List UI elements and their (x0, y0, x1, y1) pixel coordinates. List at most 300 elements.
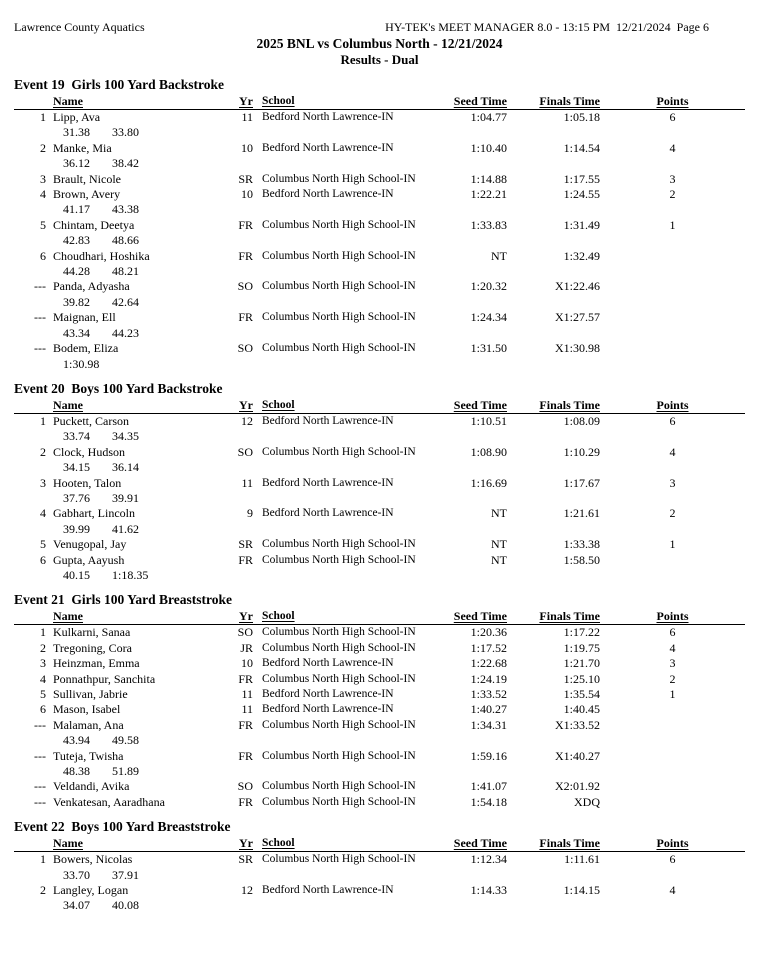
points-value: 4 (669, 444, 676, 459)
school-name: Columbus North High School-IN (262, 172, 416, 185)
splits-line (14, 326, 745, 341)
finals-time: 1:17.22 (563, 625, 600, 640)
place: --- (34, 341, 46, 356)
seed-time: 1:22.21 (470, 187, 507, 202)
split-time: 43.38 (112, 202, 139, 217)
points-value (600, 310, 745, 325)
points-value: 4 (669, 140, 676, 155)
split-time: 1:30.98 (63, 356, 100, 371)
swimmer-year: 11 (241, 687, 253, 701)
swimmer-year: FR (238, 552, 253, 567)
swimmer-year: 12 (241, 883, 253, 898)
column-header-name: Name (53, 94, 83, 108)
result-row (14, 795, 745, 810)
finals-time: X1:22.46 (555, 279, 600, 294)
column-header-seed-time: Seed Time (453, 94, 507, 108)
school-name: Columbus North High School-IN (262, 780, 416, 793)
seed-time: NT (491, 248, 507, 263)
finals-time: 1:40.45 (563, 702, 600, 717)
column-header-points: Points (656, 94, 689, 108)
finals-time: 1:33.38 (563, 537, 600, 552)
swimmer-year: 10 (241, 140, 253, 155)
school-name: Bedford North Lawrence-IN (262, 657, 394, 670)
school-name: Columbus North High School-IN (262, 672, 416, 685)
finals-time: 1:17.55 (563, 171, 600, 186)
column-header-yr: Yr (239, 609, 253, 624)
points-value (600, 749, 745, 764)
swimmer-year: SR (238, 852, 253, 867)
split-time: 37.76 (63, 490, 90, 505)
finals-time: 1:10.29 (563, 444, 600, 459)
school-name: Bedford North Lawrence-IN (262, 476, 394, 489)
place: --- (34, 279, 46, 294)
school-name: Columbus North High School-IN (262, 749, 416, 762)
swimmer-year: SO (237, 625, 253, 640)
swimmer-name: Brault, Nicole (53, 171, 121, 186)
split-time: 34.15 (63, 460, 90, 475)
swimmer-year: SO (237, 279, 253, 294)
event-title: Event 22 Boys 100 Yard Breaststroke (14, 819, 231, 835)
school-name: Columbus North High School-IN (262, 342, 416, 355)
event-section (14, 818, 745, 914)
split-time: 1:18.35 (112, 567, 149, 582)
column-header-finals-time: Finals Time (539, 94, 600, 108)
result-row (14, 702, 745, 717)
splits-line (14, 233, 745, 248)
split-time: 43.94 (63, 733, 90, 748)
points-value (600, 718, 745, 733)
finals-time: 1:35.54 (563, 687, 600, 701)
place: 1 (40, 625, 46, 640)
swimmer-year: SR (238, 537, 253, 552)
swimmer-name: Puckett, Carson (53, 413, 129, 428)
splits-line (14, 868, 745, 883)
place: --- (34, 310, 46, 325)
place: --- (34, 794, 46, 809)
school-name: Columbus North High School-IN (262, 311, 416, 324)
splits-line (14, 357, 745, 372)
place: 3 (40, 656, 46, 671)
swimmer-year: SO (237, 444, 253, 459)
event-entries (14, 414, 745, 583)
splits-line (14, 898, 745, 913)
split-time: 33.74 (63, 429, 90, 444)
result-row (14, 249, 745, 280)
splits-line (14, 429, 745, 444)
column-header-yr: Yr (239, 397, 253, 412)
split-time: 43.34 (63, 325, 90, 340)
school-name: Bedford North Lawrence-IN (262, 884, 394, 897)
finals-time: 1:32.49 (563, 248, 600, 263)
swimmer-name: Ponnathpur, Sanchita (53, 671, 156, 686)
swimmer-name: Kulkarni, Sanaa (53, 625, 131, 640)
column-header-points: Points (656, 836, 689, 851)
points-value: 2 (669, 506, 676, 521)
points-value: 1 (669, 687, 676, 701)
points-value (600, 702, 745, 717)
school-name: Columbus North High School-IN (262, 626, 416, 639)
swimmer-name: Venkatesan, Aaradhana (53, 794, 165, 809)
finals-time: XDQ (574, 794, 600, 809)
school-name: Bedford North Lawrence-IN (262, 507, 394, 520)
seed-time: 1:12.34 (470, 852, 507, 867)
event-entries (14, 110, 745, 372)
column-header-row (14, 94, 745, 110)
column-header-points: Points (656, 397, 689, 412)
column-header-place (14, 836, 46, 850)
column-header-place (14, 398, 46, 412)
place: 5 (40, 217, 46, 232)
swimmer-year: 11 (241, 475, 253, 490)
split-time: 39.91 (112, 490, 139, 505)
split-time: 42.83 (63, 233, 90, 248)
splits-line (14, 264, 745, 279)
split-time: 36.14 (112, 460, 139, 475)
swimmer-name: Tregoning, Cora (53, 640, 132, 655)
seed-time: 1:20.36 (470, 625, 507, 640)
swimmer-year: 9 (247, 506, 253, 521)
column-header-name: Name (53, 609, 83, 624)
points-value (600, 279, 745, 294)
swimmer-name: Venugopal, Jay (53, 537, 127, 552)
school-name: Bedford North Lawrence-IN (262, 414, 394, 427)
split-time: 41.17 (63, 202, 90, 217)
points-value: 6 (669, 110, 676, 124)
swimmer-year: 10 (241, 656, 253, 671)
finals-time: 1:19.75 (563, 640, 600, 655)
swimmer-name: Gupta, Aayush (53, 552, 125, 567)
school-name: Columbus North High School-IN (262, 795, 416, 808)
swimmer-year: FR (238, 794, 253, 809)
finals-time: 1:21.61 (563, 506, 600, 521)
column-header-row (14, 609, 745, 625)
split-time: 33.70 (63, 867, 90, 882)
seed-time: 1:59.16 (470, 748, 507, 763)
swimmer-name: Heinzman, Emma (53, 656, 140, 671)
split-time: 36.12 (63, 156, 90, 171)
column-header-school: School (262, 398, 295, 411)
swimmer-name: Sullivan, Jabrie (53, 687, 128, 701)
column-header-finals-time: Finals Time (539, 397, 600, 412)
school-name: Columbus North High School-IN (262, 718, 416, 731)
swimmer-name: Langley, Logan (53, 883, 129, 898)
finals-time: 1:21.70 (563, 656, 600, 671)
school-name: Columbus North High School-IN (262, 445, 416, 458)
school-name: Columbus North High School-IN (262, 280, 416, 293)
column-header-school: School (262, 95, 295, 107)
split-time: 31.38 (63, 125, 90, 140)
swimmer-name: Veldandi, Avika (53, 779, 130, 794)
points-value: 2 (669, 187, 676, 202)
split-time: 40.08 (112, 898, 139, 913)
finals-time: 1:11.61 (564, 852, 600, 867)
splits-line (14, 522, 745, 537)
events-container (14, 76, 745, 914)
place: 2 (40, 640, 46, 655)
points-value (600, 795, 745, 810)
column-header-yr: Yr (239, 836, 253, 851)
swimmer-year: 11 (241, 702, 253, 717)
splits-line (14, 295, 745, 310)
seed-time: 1:17.52 (470, 640, 507, 655)
school-name: Bedford North Lawrence-IN (262, 188, 394, 201)
split-time: 40.15 (63, 567, 90, 582)
swimmer-year: FR (238, 248, 253, 263)
result-row (14, 341, 745, 372)
points-value: 3 (669, 475, 676, 490)
school-name: Columbus North High School-IN (262, 553, 416, 566)
result-row (14, 718, 745, 749)
place: 6 (40, 248, 46, 263)
place: --- (34, 779, 46, 794)
column-header-row (14, 836, 745, 852)
finals-time: X2:01.92 (555, 779, 600, 794)
split-time: 48.66 (112, 233, 139, 248)
place: 1 (40, 110, 46, 124)
swimmer-name: Maignan, Ell (53, 310, 116, 325)
event-section (14, 591, 745, 810)
column-header-finals-time: Finals Time (539, 609, 600, 624)
points-value: 1 (669, 537, 676, 552)
column-header-finals-time: Finals Time (539, 836, 600, 851)
seed-time: 1:24.19 (470, 671, 507, 686)
place: 4 (40, 671, 46, 686)
swimmer-name: Mason, Isabel (53, 702, 121, 717)
place: 3 (40, 475, 46, 490)
points-value: 4 (669, 640, 676, 655)
swimmer-name: Lipp, Ava (53, 110, 101, 124)
finals-time: 1:14.54 (563, 140, 600, 155)
swimmer-name: Tuteja, Twisha (53, 748, 124, 763)
seed-time: 1:33.83 (470, 217, 507, 232)
swimmer-year: SO (237, 779, 253, 794)
swimmer-year: FR (238, 748, 253, 763)
points-value: 4 (669, 883, 676, 898)
swimmer-year: SO (237, 341, 253, 356)
result-row (14, 537, 745, 552)
seed-time: 1:34.31 (470, 717, 507, 732)
result-row (14, 779, 745, 794)
splits-line (14, 491, 745, 506)
swimmer-name: Bowers, Nicolas (53, 852, 133, 867)
swimmer-year: 10 (241, 187, 253, 202)
column-header-yr: Yr (239, 94, 253, 108)
school-name: Columbus North High School-IN (262, 853, 416, 866)
split-time: 44.28 (63, 264, 90, 279)
finals-time: 1:24.55 (563, 187, 600, 202)
column-header-name: Name (53, 836, 83, 851)
points-value: 3 (669, 171, 676, 186)
facility-name: Lawrence County Aquatics (14, 20, 145, 34)
swimmer-year: FR (238, 717, 253, 732)
finals-time: X1:40.27 (555, 748, 600, 763)
points-value: 6 (669, 852, 676, 867)
swimmer-name: Choudhari, Hoshika (53, 248, 150, 263)
column-header-school: School (262, 610, 295, 623)
split-time: 51.89 (112, 764, 139, 779)
school-name: Columbus North High School-IN (262, 218, 416, 231)
result-row (14, 279, 745, 310)
splits-line (14, 460, 745, 475)
event-title: Event 21 Girls 100 Yard Breaststroke (14, 592, 232, 608)
school-name: Columbus North High School-IN (262, 641, 416, 654)
school-name: Bedford North Lawrence-IN (262, 141, 394, 154)
swimmer-year: SR (238, 171, 253, 186)
finals-time: 1:25.10 (563, 671, 600, 686)
points-value (600, 249, 745, 264)
result-row (14, 141, 745, 172)
splits-line (14, 764, 745, 779)
seed-time: 1:10.51 (470, 413, 507, 428)
swimmer-name: Panda, Adyasha (53, 279, 130, 294)
column-header-seed-time: Seed Time (453, 609, 507, 624)
result-row (14, 110, 745, 141)
swimmer-name: Gabhart, Lincoln (53, 506, 135, 521)
swimmer-year: 11 (241, 110, 253, 124)
seed-time: 1:08.90 (470, 444, 507, 459)
event-section (14, 76, 745, 372)
place: 1 (40, 413, 46, 428)
finals-time: 1:17.67 (563, 475, 600, 490)
school-name: Columbus North High School-IN (262, 538, 416, 551)
seed-time: 1:40.27 (470, 702, 507, 717)
column-header-row (14, 398, 745, 414)
split-time: 34.35 (112, 429, 139, 444)
column-header-points: Points (656, 609, 689, 624)
seed-time: 1:33.52 (470, 687, 507, 701)
seed-time: 1:16.69 (470, 475, 507, 490)
place: --- (34, 748, 46, 763)
place: 4 (40, 506, 46, 521)
result-row (14, 506, 745, 537)
points-value: 1 (669, 217, 676, 232)
points-value (600, 779, 745, 794)
place: 1 (40, 852, 46, 867)
split-time: 34.07 (63, 898, 90, 913)
school-name: Bedford North Lawrence-IN (262, 111, 394, 123)
report-type: Results - Dual (340, 52, 419, 67)
finals-time: 1:58.50 (563, 552, 600, 567)
column-header-place (14, 94, 46, 108)
points-value: 2 (669, 671, 676, 686)
seed-time: 1:20.32 (470, 279, 507, 294)
result-row (14, 310, 745, 341)
split-time: 48.38 (63, 764, 90, 779)
event-title: Event 20 Boys 100 Yard Backstroke (14, 380, 223, 396)
place: 4 (40, 187, 46, 202)
result-row (14, 687, 745, 702)
points-value (600, 553, 745, 568)
place: 5 (40, 537, 46, 552)
seed-time: 1:24.34 (470, 310, 507, 325)
result-row (14, 172, 745, 187)
finals-time: 1:14.15 (563, 883, 600, 898)
seed-time: 1:04.77 (470, 110, 507, 124)
points-value: 6 (669, 413, 676, 428)
result-row (14, 553, 745, 584)
finals-time: 1:05.18 (563, 110, 600, 124)
seed-time: 1:10.40 (470, 140, 507, 155)
swimmer-name: Hooten, Talon (53, 475, 122, 490)
seed-time: 1:54.18 (470, 794, 507, 809)
result-row (14, 641, 745, 656)
result-row (14, 445, 745, 476)
place: --- (34, 717, 46, 732)
seed-time: NT (491, 537, 507, 552)
result-row (14, 414, 745, 445)
splits-line (14, 733, 745, 748)
column-header-seed-time: Seed Time (453, 836, 507, 851)
place: 2 (40, 140, 46, 155)
result-row (14, 218, 745, 249)
finals-time: 1:08.09 (563, 413, 600, 428)
result-row (14, 852, 745, 883)
meet-title: 2025 BNL vs Columbus North - 12/21/2024 (256, 36, 503, 51)
result-row (14, 749, 745, 780)
swimmer-name: Brown, Avery (53, 187, 121, 202)
points-value: 3 (669, 656, 676, 671)
swimmer-name: Chintam, Deetya (53, 217, 135, 232)
swimmer-year: FR (238, 310, 253, 325)
swimmer-name: Clock, Hudson (53, 444, 125, 459)
event-title: Event 19 Girls 100 Yard Backstroke (14, 77, 225, 92)
school-name: Bedford North Lawrence-IN (262, 688, 394, 700)
points-value (600, 341, 745, 356)
column-header-name: Name (53, 397, 83, 412)
seed-time: NT (491, 506, 507, 521)
result-row (14, 625, 745, 640)
event-section (14, 380, 745, 583)
finals-time: X1:30.98 (555, 341, 600, 356)
result-row (14, 672, 745, 687)
swimmer-name: Bodem, Eliza (53, 341, 119, 356)
split-time: 44.23 (112, 325, 139, 340)
place: 6 (40, 552, 46, 567)
split-time: 41.62 (112, 521, 139, 536)
swimmer-name: Malaman, Ana (53, 717, 124, 732)
splits-line (14, 202, 745, 217)
seed-time: 1:14.33 (470, 883, 507, 898)
generator-info: HY-TEK's MEET MANAGER 8.0 - 13:15 PM 12/21/2024 Page 6 (385, 20, 709, 34)
splits-line (14, 156, 745, 171)
finals-time: X1:27.57 (555, 310, 600, 325)
split-time: 42.64 (112, 294, 139, 309)
result-row (14, 656, 745, 671)
result-row (14, 476, 745, 507)
column-header-place (14, 609, 46, 623)
seed-time: 1:41.07 (470, 779, 507, 794)
swimmer-year: FR (238, 217, 253, 232)
event-entries (14, 852, 745, 914)
splits-line (14, 568, 745, 583)
seed-time: 1:14.88 (470, 171, 507, 186)
seed-time: NT (491, 552, 507, 567)
column-header-school: School (262, 837, 295, 850)
school-name: Columbus North High School-IN (262, 249, 416, 262)
swimmer-year: JR (240, 640, 253, 655)
seed-time: 1:22.68 (470, 656, 507, 671)
event-entries (14, 625, 745, 810)
points-value: 6 (669, 625, 676, 640)
place: 3 (40, 171, 46, 186)
swimmer-name: Manke, Mia (53, 140, 112, 155)
swimmer-year: FR (238, 671, 253, 686)
school-name: Bedford North Lawrence-IN (262, 703, 394, 716)
split-time: 39.82 (63, 294, 90, 309)
place: 5 (40, 687, 46, 701)
split-time: 38.42 (112, 156, 139, 171)
split-time: 39.99 (63, 521, 90, 536)
